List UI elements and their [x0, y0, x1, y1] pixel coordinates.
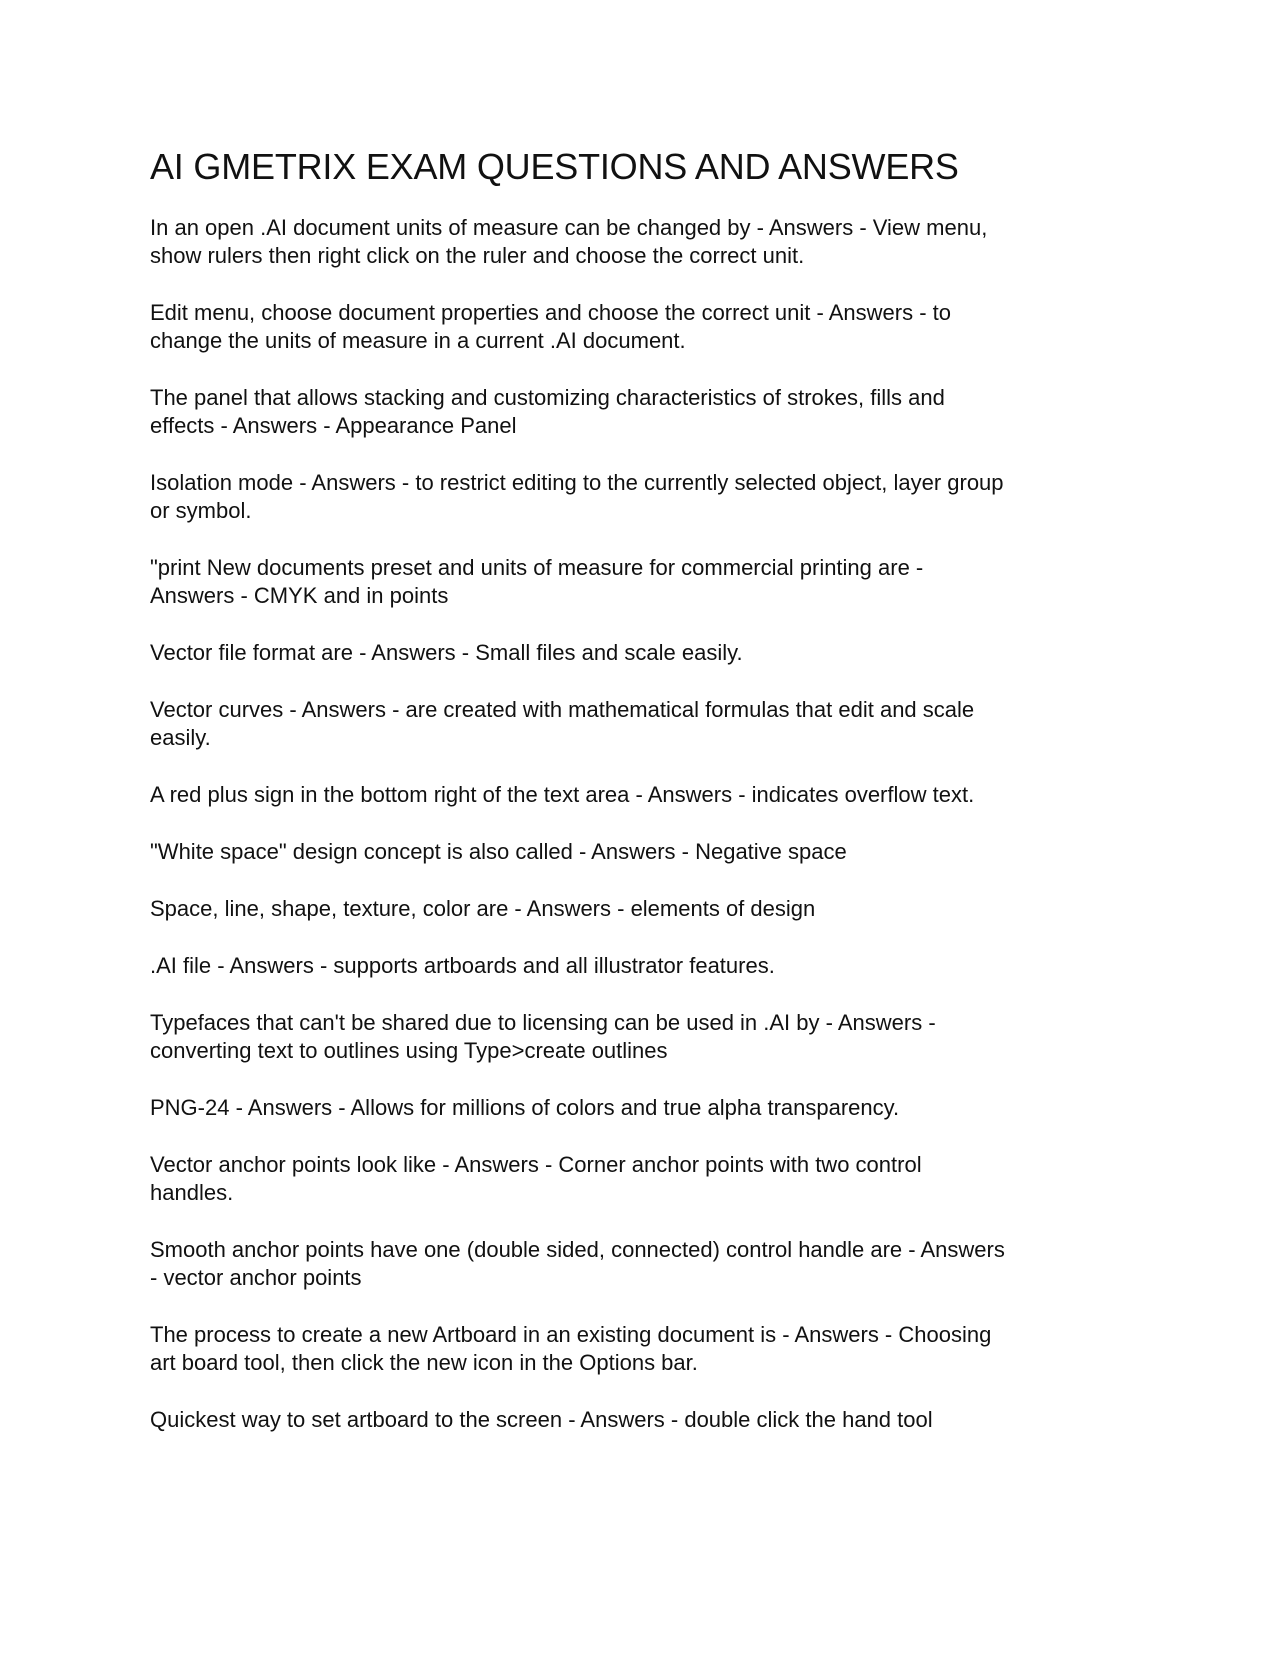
qa-item: The process to create a new Artboard in an existing document is - Answers - Choosing art board tool, then click the new icon in the Options bar. — [150, 1322, 992, 1375]
qa-item: A red plus sign in the bottom right of the text area - Answers - indicates overflow text. — [150, 782, 975, 807]
qa-item: PNG-24 - Answers - Allows for millions of colors and true alpha transparency. — [150, 1095, 900, 1120]
qa-item: In an open .AI document units of measure can be changed by - Answers - View menu, show rulers then right click on the ruler and choose the correct unit. — [150, 215, 988, 268]
qa-item: "White space" design concept is also called - Answers - Negative space — [150, 839, 847, 864]
document-title: AI GMETRIX EXAM QUESTIONS AND ANSWERS — [150, 146, 959, 187]
qa-item: .AI file - Answers - supports artboards and all illustrator features. — [150, 953, 775, 978]
qa-item: Vector anchor points look like - Answers - Corner anchor points with two control handles. — [150, 1152, 922, 1205]
qa-item: Quickest way to set artboard to the screen - Answers - double click the hand tool — [150, 1407, 933, 1432]
qa-item: Space, line, shape, texture, color are - Answers - elements of design — [150, 896, 816, 921]
qa-item: The panel that allows stacking and customizing characteristics of strokes, fills and effects - Answers - Appearance Panel — [150, 385, 945, 438]
document-content — [150, 146, 1140, 1463]
qa-item: Typefaces that can't be shared due to licensing can be used in .AI by - Answers - converting text to outlines using Type>create outlines — [150, 1010, 936, 1063]
qa-item: "print New documents preset and units of measure for commercial printing are - Answers - CMYK and in points — [150, 555, 924, 608]
qa-item: Vector curves - Answers - are created with mathematical formulas that edit and scale easily. — [150, 697, 975, 750]
qa-item: Vector file format are - Answers - Small files and scale easily. — [150, 640, 743, 665]
qa-list — [150, 214, 1140, 1434]
qa-item: Isolation mode - Answers - to restrict editing to the currently selected object, layer group or symbol. — [150, 470, 1004, 523]
qa-item: Smooth anchor points have one (double sided, connected) control handle are - Answers - vector anchor points — [150, 1237, 1005, 1290]
qa-item: Edit menu, choose document properties and choose the correct unit - Answers - to change the units of measure in a current .AI document. — [150, 300, 951, 353]
